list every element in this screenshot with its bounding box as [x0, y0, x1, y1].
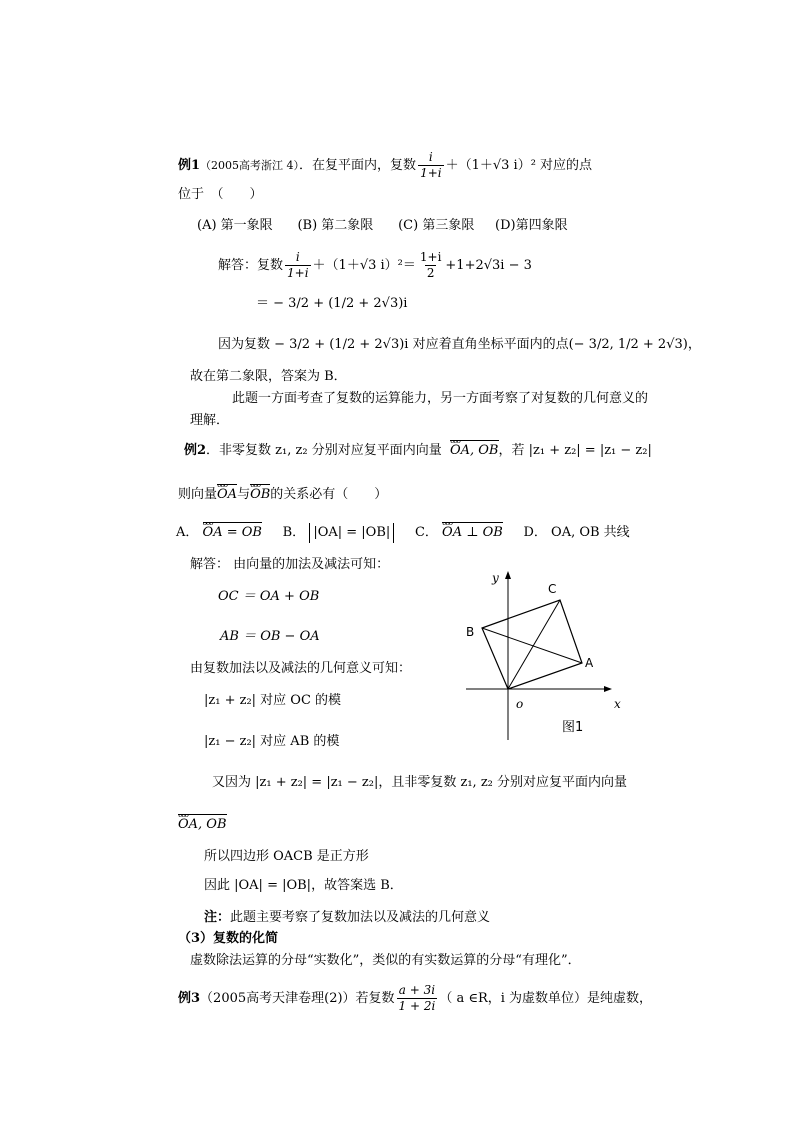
ex2-modulus-ab: |z₁ − z₂| 对应 AB 的模	[204, 734, 340, 749]
ex1-option-a: (A) 第一象限	[197, 218, 273, 233]
ex2-note: 注：此题主要考察了复数加法以及减法的几何意义	[204, 910, 491, 925]
ex1-because: 因为复数 − 3/2 + (1/2 + 2√3)i 对应着直角坐标平面内的点(− 3/2, 1/2 + 2√3)，	[218, 337, 701, 352]
ex2-eq-oc: OC ＝ OA + OB	[218, 589, 320, 604]
origin-label: o	[516, 697, 524, 711]
ex1-option-d: (D)第四象限	[495, 218, 568, 233]
ex2-eq-ab: AB ＝ OB − OA	[220, 629, 320, 644]
ex2-label: 例2	[184, 443, 207, 458]
ex2-square: 所以四边形 OACB 是正方形	[204, 849, 369, 864]
ex1-sol-fraction1: $\frac{i}{1+i}$	[287, 250, 309, 280]
ex1-term: ＋（1＋√3 i）² 对应的点	[445, 158, 593, 173]
ex1-comment-line2: 理解．	[190, 413, 230, 428]
ex1-fraction: $\frac{i}{1+i}$	[420, 150, 442, 180]
ex1-comment-line1: 此题一方面考查了复数的运算能力，另一方面考察了对复数的几何意义的	[232, 391, 649, 406]
ex2-option-d-label: D．	[523, 525, 547, 540]
x-axis-label: x	[614, 697, 621, 711]
ex2-line1	[184, 442, 652, 460]
ex2-solution-label: 解答： 由向量的加法及减法可知：	[190, 557, 390, 572]
ex3-source: （2005高考天津卷理(2)）若复数	[200, 991, 395, 1006]
ex1-intro: ．在复平面内，复数	[299, 158, 417, 173]
ex3-tail: （ a ∈R，i 为虚数单位）是纯虚数，	[439, 991, 653, 1006]
ex1-source: （2005高考浙江 4）	[200, 159, 300, 172]
ex3-line1	[178, 983, 652, 1014]
ex2-vectors: OA, OB ᴗᴗᴗ	[450, 442, 499, 460]
ex2-therefore: 因此 |OA| = |OB|，故答案选 B．	[204, 878, 403, 893]
ex1-solution-line1: 解答：复数 $\frac{i}{1+i}$ ＋（1＋√3 i）²＝ $\frac{1+i}{2}$ +1+2√3i − 3	[218, 250, 532, 280]
y-axis-label: y	[492, 571, 499, 585]
ex2-option-a-label: A．	[176, 525, 199, 540]
ex2-options	[176, 523, 630, 543]
point-b-label: B	[466, 625, 475, 639]
ex2-option-c: OA ⊥ OB ᴗᴗᴗ	[442, 524, 503, 542]
ex2-intro: ．非零复数 z₁, z₂ 分别对应复平面内向量	[206, 443, 442, 458]
x-axis-arrow-icon	[604, 686, 612, 692]
y-axis-arrow-icon	[505, 571, 511, 579]
ex2-option-b-label: B．	[282, 525, 306, 540]
figure-caption: 图1	[562, 720, 584, 735]
diagonal-ab	[482, 628, 582, 663]
ex1-solution-line2: ＝ − 3/2 + (1/2 + 2√3)i	[256, 296, 408, 311]
figure-1-diagram	[458, 565, 638, 745]
section-description: 虚数除法运算的分母“实数化”，类似的有实数运算的分母“有理化”．	[190, 953, 581, 968]
point-a-label: A	[585, 656, 594, 670]
ex2-condition: ，若 |z₁ + z₂| = |z₁ − z₂|	[498, 443, 652, 458]
ex1-option-b: (B) 第二象限	[297, 218, 374, 233]
point-c-label: C	[548, 582, 557, 596]
ex1-sol-fraction2: $\frac{1+i}{2}$	[419, 250, 442, 280]
ex3-label: 例3	[178, 991, 201, 1006]
ex2-option-c-label: C．	[414, 525, 438, 540]
ex1-line2: 位于 （ ）	[178, 187, 263, 202]
ex2-option-a: OA = OB ᴗᴗᴗ	[203, 524, 262, 542]
ex1-option-c: (C) 第三象限	[398, 218, 475, 233]
square-oacb	[482, 600, 582, 689]
ex2-option-d: OA, OB 共线	[551, 525, 630, 540]
ex1-conclusion: 故在第二象限，答案为 B．	[190, 369, 347, 384]
ex1-label: 例1	[178, 158, 201, 173]
ex2-again: 又因为 |z₁ + z₂| = |z₁ − z₂|，且非零复数 z₁, z₂ 分别对应复平面内向量	[212, 775, 628, 790]
ex2-again-vectors: OA, OB ᴗᴗᴗ	[178, 816, 227, 834]
ex2-modulus-oc: |z₁ + z₂| 对应 OC 的模	[204, 693, 342, 708]
ex1-options	[197, 217, 568, 235]
diagonal-oc	[508, 600, 560, 689]
ex2-question: 则向量OA ᴗᴗᴗ与OB ᴗᴗᴗ的关系必有（ ）	[178, 486, 387, 504]
ex1-line1	[178, 150, 592, 181]
ex2-option-b: |OA| = |OB|	[309, 523, 394, 543]
ex3-fraction: $\frac{a + 3i}{1 + 2i}$	[398, 983, 436, 1013]
section-title: （3）复数的化简	[178, 931, 279, 946]
ex2-geometry: 由复数加法以及减法的几何意义可知：	[190, 661, 412, 676]
